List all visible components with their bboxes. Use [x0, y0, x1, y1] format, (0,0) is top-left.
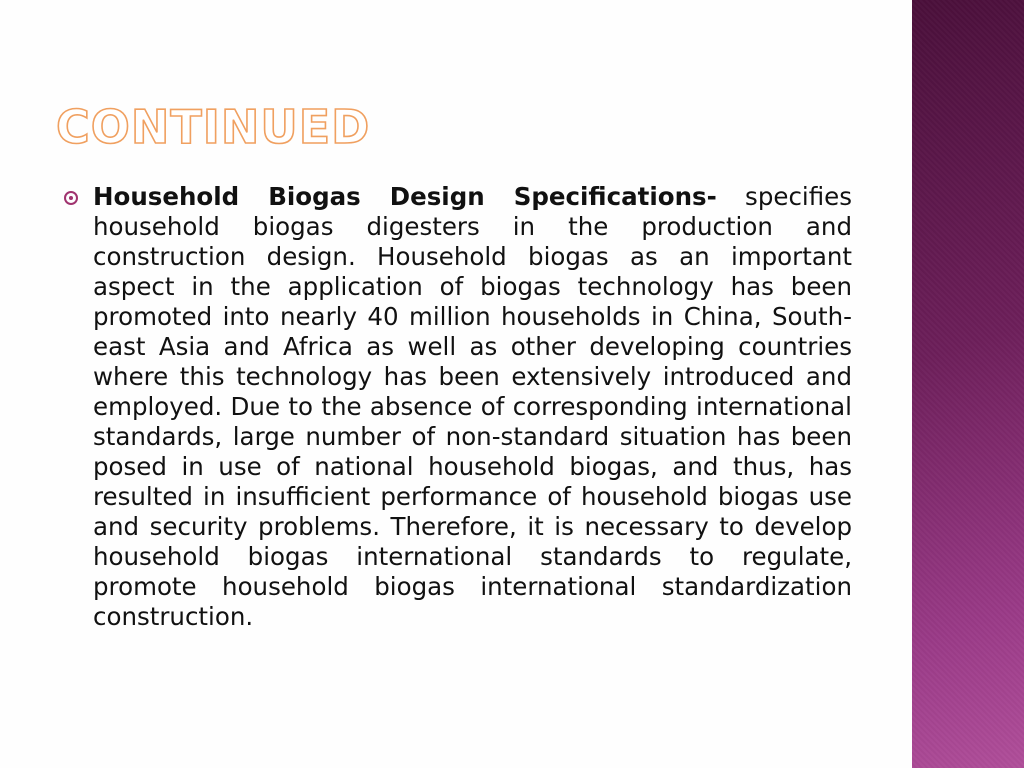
decorative-side-panel: [912, 0, 1024, 768]
bullet-body: specifies household biogas digesters in the production and construction design. Household biogas as an important aspect in the application of biogas technology has been promoted into nearly 40 million households in China, South-east Asia and Africa as well as other developing countries where this technology has been extensively introduced and employed. Due to the absence of corresponding international standards, large number of non-standard situation has been posed in use of national household biogas, and thus, has resulted in insufficient performance of household biogas use and security problems. Therefore, it is necessary to develop household biogas international standards to regulate, promote household biogas international standardization construction.: [93, 182, 852, 631]
slide-title: CONTINUED: [56, 100, 371, 154]
bullet-heading: Household Biogas Design Specifications-: [93, 182, 717, 211]
bullet-item: [60, 182, 852, 632]
bullet-icon: [64, 191, 78, 205]
slide-content: [60, 182, 852, 632]
